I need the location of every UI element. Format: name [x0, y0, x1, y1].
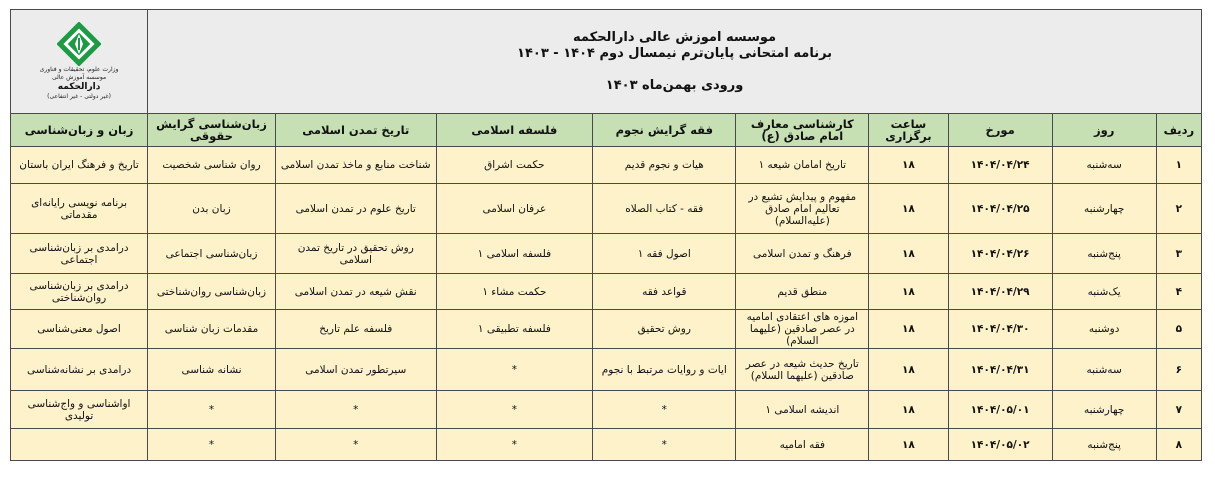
cell-falsafe-course: عرفان اسلامی	[436, 184, 593, 234]
logo-name: دارالحکمه	[57, 82, 101, 92]
exam-schedule-sheet	[10, 9, 1202, 464]
cell-zaban-hoghoghi-course: زبان بدن	[148, 184, 276, 234]
cell-date: ۱۴۰۴/۰۴/۲۹	[948, 274, 1052, 310]
cell-fiqh-nojum-course: قواعد فقه	[593, 274, 736, 310]
cell-zaban-course: درامدی بر زبان‌شناسی روان‌شناختی	[11, 274, 148, 310]
cell-falsafe-course: *	[436, 429, 593, 461]
institute-logo-icon	[57, 22, 101, 66]
cell-maaref-course: اندیشه اسلامی ۱	[736, 391, 869, 429]
cell-row-number: ۶	[1156, 349, 1201, 391]
cell-falsafe-course: حکمت مشاء ۱	[436, 274, 593, 310]
cell-zaban-hoghoghi-course: مقدمات زبان شناسی	[148, 310, 276, 349]
cell-tarikh-tamaddon-course: فلسفه علم تاریخ	[275, 310, 436, 349]
cell-maaref-course: مفهوم و پیدایش تشیع در تعالیم امام صادق (علیه‌السلام)	[736, 184, 869, 234]
cell-fiqh-nojum-course: روش تحقیق	[593, 310, 736, 349]
cell-fiqh-nojum-course: فقه - کتاب الصلاه	[593, 184, 736, 234]
header-hour: ساعت برگزاری	[869, 114, 948, 147]
cell-fiqh-nojum-course: ایات و روایات مرتبط با نجوم	[593, 349, 736, 391]
cell-fiqh-nojum-course: *	[593, 429, 736, 461]
cell-day: سه‌شنبه	[1052, 349, 1156, 391]
cell-tarikh-tamaddon-course: سیرتطور تمدن اسلامی	[275, 349, 436, 391]
table-row	[11, 349, 1202, 391]
title-block	[148, 10, 1202, 114]
cell-maaref-course: تاریخ امامان شیعه ۱	[736, 147, 869, 184]
cell-date: ۱۴۰۴/۰۴/۲۵	[948, 184, 1052, 234]
cell-zaban-course: درامدی بر نشانه‌شناسی	[11, 349, 148, 391]
logo-institute-line: موسسه آموزش عالی	[51, 74, 107, 81]
cell-date: ۱۴۰۴/۰۵/۰۲	[948, 429, 1052, 461]
cell-hour: ۱۸	[869, 429, 948, 461]
cell-day: چهارشنبه	[1052, 184, 1156, 234]
cell-tarikh-tamaddon-course: *	[275, 391, 436, 429]
header-zaban: زبان و زبان‌شناسی	[11, 114, 148, 147]
cell-fiqh-nojum-course: *	[593, 391, 736, 429]
cell-falsafe-course: فلسفه اسلامی ۱	[436, 234, 593, 274]
exam-schedule-table	[10, 9, 1202, 461]
cell-maaref-course: تاریخ حدیث شیعه در عصر صادقین (علیهما السلام)	[736, 349, 869, 391]
cell-zaban-hoghoghi-course: *	[148, 429, 276, 461]
cell-falsafe-course: فلسفه تطبیقی ۱	[436, 310, 593, 349]
cohort-title: ورودی بهمن‌ماه ۱۴۰۳	[605, 77, 744, 93]
header-date: مورخ	[948, 114, 1052, 147]
cell-hour: ۱۸	[869, 147, 948, 184]
column-header-row	[11, 114, 1202, 147]
cell-maaref-course: فقه امامیه	[736, 429, 869, 461]
table-row	[11, 274, 1202, 310]
cell-hour: ۱۸	[869, 274, 948, 310]
cell-row-number: ۳	[1156, 234, 1201, 274]
cell-maaref-course: اموزه های اعتقادی امامیه در عصر صادقین (علیهما السلام)	[736, 310, 869, 349]
cell-zaban-course	[11, 429, 148, 461]
program-title: برنامه امتحانی پایان‌ترم نیمسال دوم ۱۴۰۴ - ۱۴۰۳	[517, 45, 833, 61]
cell-day: چهارشنبه	[1052, 391, 1156, 429]
header-zaban-hoghoghi: زبان‌شناسی گرایش حقوقی	[148, 114, 276, 147]
cell-falsafe-course: حکمت اشراق	[436, 147, 593, 184]
cell-zaban-course: اصول معنی‌شناسی	[11, 310, 148, 349]
cell-zaban-course: برنامه نویسی رایانه‌ای مقدماتی	[11, 184, 148, 234]
schedule-body	[11, 147, 1202, 461]
cell-date: ۱۴۰۴/۰۴/۲۶	[948, 234, 1052, 274]
table-row	[11, 147, 1202, 184]
cell-zaban-hoghoghi-course: زبان‌شناسی اجتماعی	[148, 234, 276, 274]
table-row	[11, 391, 1202, 429]
cell-day: سه‌شنبه	[1052, 147, 1156, 184]
cell-fiqh-nojum-course: هیات و نجوم قدیم	[593, 147, 736, 184]
cell-falsafe-course: *	[436, 391, 593, 429]
cell-date: ۱۴۰۴/۰۴/۲۴	[948, 147, 1052, 184]
logo-tagline: (غیر دولتی - غیر انتفاعی)	[47, 93, 111, 100]
cell-zaban-course: درامدی بر زبان‌شناسی اجتماعی	[11, 234, 148, 274]
header-tarikh-tamaddon: تاریخ تمدن اسلامی	[275, 114, 436, 147]
cell-hour: ۱۸	[869, 234, 948, 274]
cell-zaban-hoghoghi-course: *	[148, 391, 276, 429]
logo-ministry: وزارت علوم، تحقیقات و فناوری	[39, 66, 119, 73]
cell-row-number: ۷	[1156, 391, 1201, 429]
cell-tarikh-tamaddon-course: روش تحقیق در تاریخ تمدن اسلامی	[275, 234, 436, 274]
cell-row-number: ۴	[1156, 274, 1201, 310]
header-day: روز	[1052, 114, 1156, 147]
cell-day: دوشنبه	[1052, 310, 1156, 349]
header-maaref: کارشناسی معارف امام صادق (ع)	[736, 114, 869, 147]
cell-row-number: ۵	[1156, 310, 1201, 349]
cell-zaban-hoghoghi-course: نشانه شناسی	[148, 349, 276, 391]
cell-hour: ۱۸	[869, 391, 948, 429]
cell-zaban-hoghoghi-course: زبان‌شناسی روان‌شناختی	[148, 274, 276, 310]
cell-maaref-course: فرهنگ و تمدن اسلامی	[736, 234, 869, 274]
table-row	[11, 310, 1202, 349]
cell-date: ۱۴۰۴/۰۴/۳۰	[948, 310, 1052, 349]
table-row	[11, 429, 1202, 461]
cell-tarikh-tamaddon-course: شناخت منابع و ماخذ تمدن اسلامی	[275, 147, 436, 184]
cell-hour: ۱۸	[869, 349, 948, 391]
cell-row-number: ۸	[1156, 429, 1201, 461]
cell-hour: ۱۸	[869, 310, 948, 349]
cell-maaref-course: منطق قدیم	[736, 274, 869, 310]
header-row-number: ردیف	[1156, 114, 1201, 147]
cell-falsafe-course: *	[436, 349, 593, 391]
cell-day: یک‌شنبه	[1052, 274, 1156, 310]
header-falsafe: فلسفه اسلامی	[436, 114, 593, 147]
cell-fiqh-nojum-course: اصول فقه ۱	[593, 234, 736, 274]
cell-zaban-hoghoghi-course: روان شناسی شخصیت	[148, 147, 276, 184]
cell-hour: ۱۸	[869, 184, 948, 234]
cell-tarikh-tamaddon-course: تاریخ علوم در تمدن اسلامی	[275, 184, 436, 234]
table-row	[11, 234, 1202, 274]
cell-row-number: ۲	[1156, 184, 1201, 234]
institute-title: موسسه اموزش عالی دارالحکمه	[573, 29, 777, 45]
logo-block	[11, 10, 148, 114]
table-row	[11, 184, 1202, 234]
header-fiqh-nojum: فقه گرایش نجوم	[593, 114, 736, 147]
cell-zaban-course: اواشناسی و واج‌شناسی تولیدی	[11, 391, 148, 429]
cell-date: ۱۴۰۴/۰۴/۳۱	[948, 349, 1052, 391]
cell-tarikh-tamaddon-course: *	[275, 429, 436, 461]
cell-zaban-course: تاریخ و فرهنگ ایران باستان	[11, 147, 148, 184]
cell-row-number: ۱	[1156, 147, 1201, 184]
cell-tarikh-tamaddon-course: نقش شیعه در تمدن اسلامی	[275, 274, 436, 310]
cell-day: پنج‌شنبه	[1052, 234, 1156, 274]
cell-date: ۱۴۰۴/۰۵/۰۱	[948, 391, 1052, 429]
cell-day: پنج‌شنبه	[1052, 429, 1156, 461]
